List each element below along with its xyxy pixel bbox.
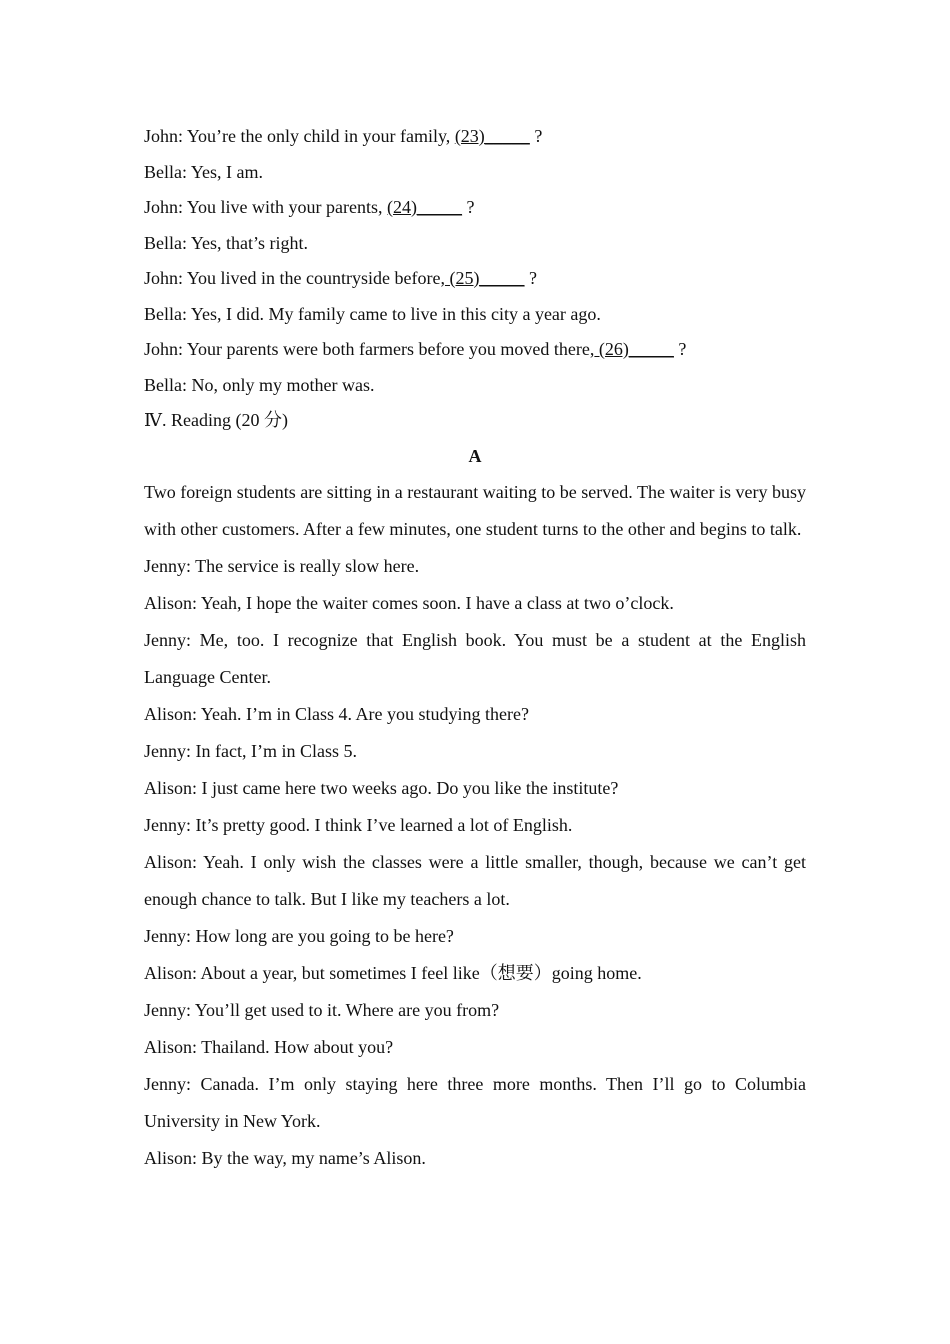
line-end: ? (462, 197, 475, 217)
dialog-line-23 (144, 119, 806, 155)
dialog-line: Bella: Yes, I am. (144, 161, 263, 182)
dialog-line: Jenny: The service is really slow here. (144, 556, 420, 576)
passage-intro: Two foreign students are sitting in a restaurant waiting to be served. The waiter is very busy with other customers. After a few minutes, one student turns to the other and begins to talk. (144, 482, 806, 539)
dialog-line: Bella: No, only my mother was. (144, 374, 375, 395)
section-title: Ⅳ. Reading (20 分) (144, 410, 288, 430)
dialog-line: Alison: Yeah. I only wish the classes were a little smaller, though, because we can’t get enough chance to talk. But I like my teachers a lot. (144, 852, 806, 909)
dialog-line: Bella: Yes, I did. My family came to live in this city a year ago. (144, 303, 601, 324)
dialog-line: Bella: Yes, that’s right. (144, 232, 309, 253)
dialog-line: Alison: Yeah, I hope the waiter comes soon. I have a class at two o’clock. (144, 593, 674, 613)
answer-blank-23[interactable]: (23)_____ (454, 126, 530, 146)
dialog-line: Alison: Yeah. I’m in Class 4. Are you studying there? (144, 704, 529, 724)
document-page (144, 119, 806, 1177)
passage-label: A (468, 445, 482, 466)
answer-blank-25[interactable]: (25)_____ (444, 268, 525, 288)
dialog-line: Jenny: Me, too. I recognize that English book. You must be a student at the English Language Center. (144, 630, 806, 687)
line-end: ? (529, 126, 543, 146)
dialog-line-25 (144, 261, 806, 297)
dialog-line-26 (144, 332, 806, 368)
dialog-line: Alison: By the way, my name’s Alison. (144, 1148, 426, 1168)
answer-blank-24[interactable]: (24)_____ (387, 197, 462, 217)
line-text: John: You lived in the countryside before, (144, 268, 445, 288)
dialog-line: Jenny: It’s pretty good. I think I’ve learned a lot of English. (144, 815, 573, 835)
line-end: ? (524, 268, 537, 288)
dialog-line: Alison: About a year, but sometimes I feel like（想要）going home. (144, 963, 642, 983)
dialog-line-24 (144, 190, 806, 226)
dialog-line: Jenny: In fact, I’m in Class 5. (144, 741, 357, 761)
dialog-line: Jenny: You’ll get used to it. Where are you from? (144, 1000, 500, 1020)
line-text: John: Your parents were both farmers before you moved there, (144, 339, 595, 359)
line-text: John: You live with your parents, (144, 197, 387, 217)
dialog-line: Alison: Thailand. How about you? (144, 1037, 394, 1057)
dialog-line: Jenny: Canada. I’m only staying here three more months. Then I’ll go to Columbia University in New York. (144, 1074, 806, 1131)
dialog-line: Alison: I just came here two weeks ago. Do you like the institute? (144, 778, 619, 798)
dialog-line: Jenny: How long are you going to be here? (144, 926, 454, 946)
line-end: ? (673, 339, 687, 359)
line-text: John: You’re the only child in your family, (144, 126, 455, 146)
answer-blank-26[interactable]: (26)_____ (594, 339, 674, 359)
